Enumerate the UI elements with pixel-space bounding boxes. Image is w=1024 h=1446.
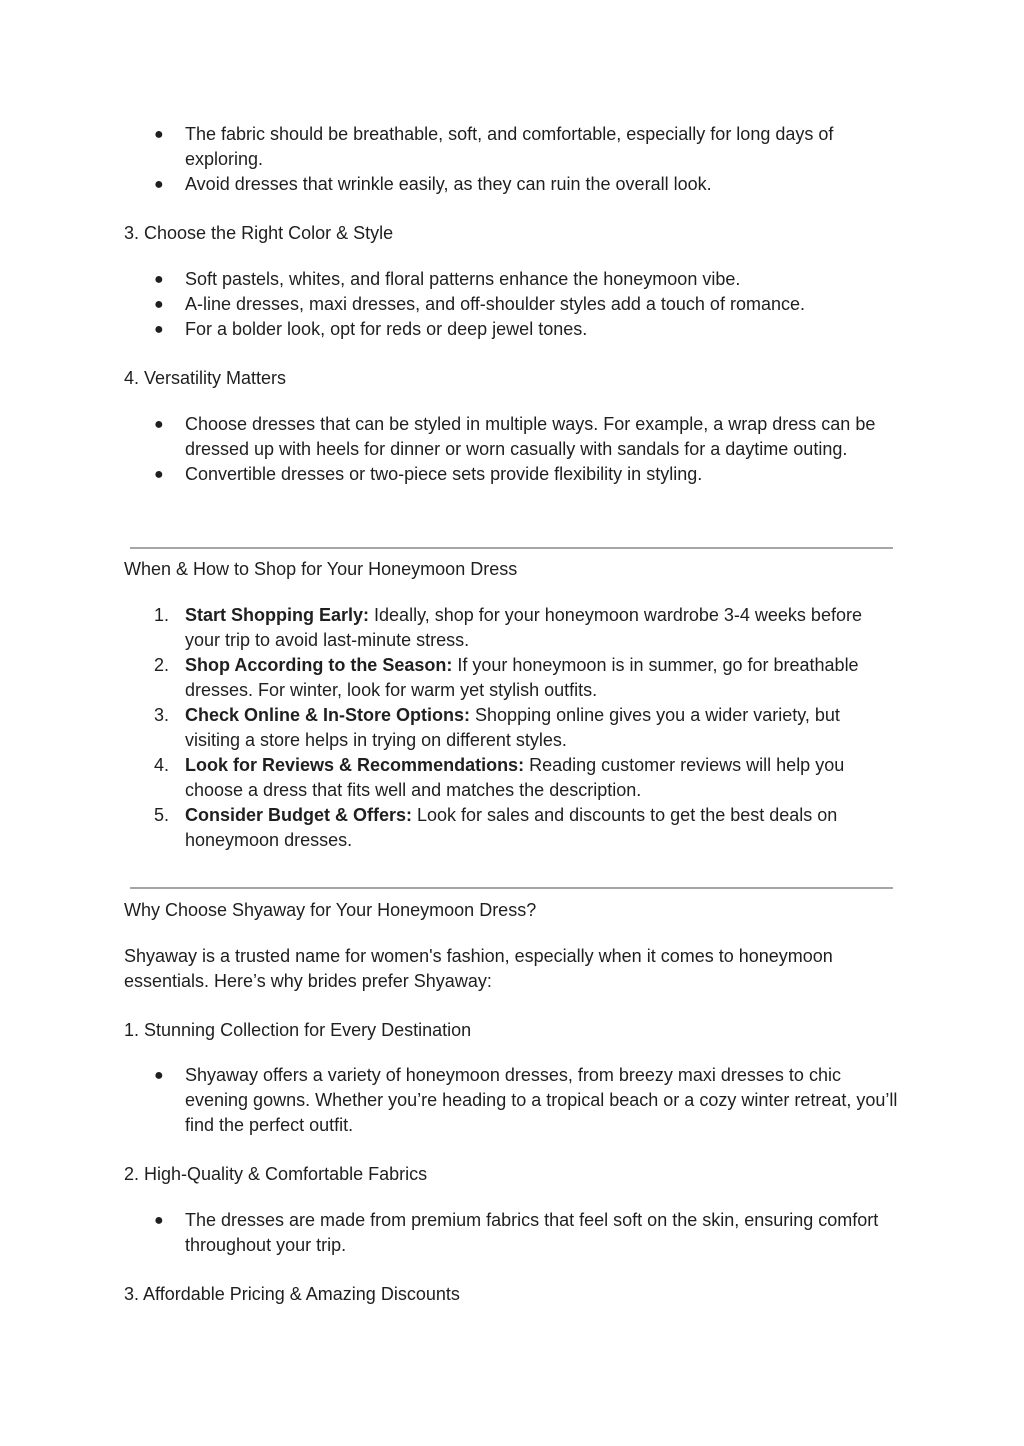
why-intro-paragraph: Shyaway is a trusted name for women's fashion, especially when it comes to honeymoon essentials. Here’s why brides prefer Shyaway: bbox=[124, 946, 833, 991]
list-item-text: Ideally, shop for your honeymoon wardrobe 3-4 weeks before your trip to avoid last-minute stress. bbox=[185, 605, 862, 650]
list-item-title: Check Online & In-Store Options: bbox=[185, 705, 471, 725]
list-item bbox=[124, 172, 898, 197]
bullet-icon: ● bbox=[154, 1067, 164, 1084]
list-number: 4. bbox=[154, 755, 170, 775]
list-item-text: Choose dresses that can be styled in multiple ways. For example, a wrap dress can be dressed up with heels for dinner or worn casually with sandals for a daytime outing. bbox=[185, 414, 876, 459]
list-number: 5. bbox=[154, 805, 170, 825]
section-heading-why: Why Choose Shyaway for Your Honeymoon Dress? bbox=[124, 900, 537, 920]
list-item bbox=[124, 122, 898, 172]
list-item-text: Avoid dresses that wrinkle easily, as they can ruin the overall look. bbox=[185, 174, 712, 194]
list-item bbox=[124, 412, 898, 462]
section-heading-shop: When & How to Shop for Your Honeymoon Dress bbox=[124, 559, 518, 579]
list-item-text: Reading customer reviews will help you choose a dress that fits well and matches the description. bbox=[185, 755, 845, 800]
numbered-list-item bbox=[124, 753, 898, 803]
list-item-title: Start Shopping Early: bbox=[185, 605, 370, 625]
list-item bbox=[124, 1208, 898, 1258]
color-style-bullet-list bbox=[124, 267, 898, 342]
bullet-icon: ● bbox=[154, 1212, 164, 1229]
list-item-text: Shyaway offers a variety of honeymoon dresses, from breezy maxi dresses to chic evening gowns. Whether you’re heading to a tropical beach or a cozy winter retreat, you’ll find the perfect outfit. bbox=[185, 1065, 898, 1135]
section-heading-versatility: 4. Versatility Matters bbox=[124, 368, 287, 388]
list-item-text: Convertible dresses or two-piece sets provide flexibility in styling. bbox=[185, 464, 703, 484]
section-heading-color-style: 3. Choose the Right Color & Style bbox=[124, 223, 394, 243]
list-item-text: Look for sales and discounts to get the best deals on honeymoon dresses. bbox=[185, 805, 838, 850]
fabric-bullet-list bbox=[124, 122, 898, 197]
numbered-list-item bbox=[124, 653, 898, 703]
subheading-fabrics: 2. High-Quality & Comfortable Fabrics bbox=[124, 1164, 428, 1184]
subheading-pricing: 3. Affordable Pricing & Amazing Discounts bbox=[124, 1284, 460, 1304]
subheading-collection: 1. Stunning Collection for Every Destination bbox=[124, 1020, 472, 1040]
shop-numbered-list bbox=[124, 603, 898, 853]
list-number: 3. bbox=[154, 705, 170, 725]
fabrics-bullet-list bbox=[124, 1208, 898, 1258]
list-item-text: Soft pastels, whites, and floral patterns enhance the honeymoon vibe. bbox=[185, 269, 741, 289]
bullet-icon: ● bbox=[154, 321, 164, 338]
list-item bbox=[124, 462, 898, 487]
list-item-title: Shop According to the Season: bbox=[185, 655, 453, 675]
list-item bbox=[124, 267, 898, 292]
numbered-list-item bbox=[124, 603, 898, 653]
list-item bbox=[124, 1063, 898, 1138]
list-item-title: Look for Reviews & Recommendations: bbox=[185, 755, 525, 775]
list-item-title: Consider Budget & Offers: bbox=[185, 805, 413, 825]
bullet-icon: ● bbox=[154, 176, 164, 193]
bullet-icon: ● bbox=[154, 466, 164, 483]
list-item-text: A-line dresses, maxi dresses, and off-shoulder styles add a touch of romance. bbox=[185, 294, 805, 314]
horizontal-divider bbox=[130, 887, 893, 889]
collection-bullet-list bbox=[124, 1063, 898, 1138]
list-item bbox=[124, 292, 898, 317]
horizontal-divider bbox=[130, 547, 893, 549]
list-item-text: Shopping online gives you a wider variety, but visiting a store helps in trying on different styles. bbox=[185, 705, 840, 750]
bullet-icon: ● bbox=[154, 296, 164, 313]
list-item-text: The dresses are made from premium fabrics that feel soft on the skin, ensuring comfort throughout your trip. bbox=[185, 1210, 879, 1255]
list-number: 1. bbox=[154, 605, 170, 625]
versatility-bullet-list bbox=[124, 412, 898, 487]
list-number: 2. bbox=[154, 655, 170, 675]
list-item-text: For a bolder look, opt for reds or deep jewel tones. bbox=[185, 319, 588, 339]
list-item bbox=[124, 317, 898, 342]
bullet-icon: ● bbox=[154, 271, 164, 288]
numbered-list-item bbox=[124, 703, 898, 753]
list-item-text: The fabric should be breathable, soft, and comfortable, especially for long days of exploring. bbox=[185, 124, 834, 169]
list-item-text: If your honeymoon is in summer, go for breathable dresses. For winter, look for warm yet stylish outfits. bbox=[185, 655, 859, 700]
bullet-icon: ● bbox=[154, 416, 164, 433]
bullet-icon: ● bbox=[154, 126, 164, 143]
numbered-list-item bbox=[124, 803, 898, 853]
